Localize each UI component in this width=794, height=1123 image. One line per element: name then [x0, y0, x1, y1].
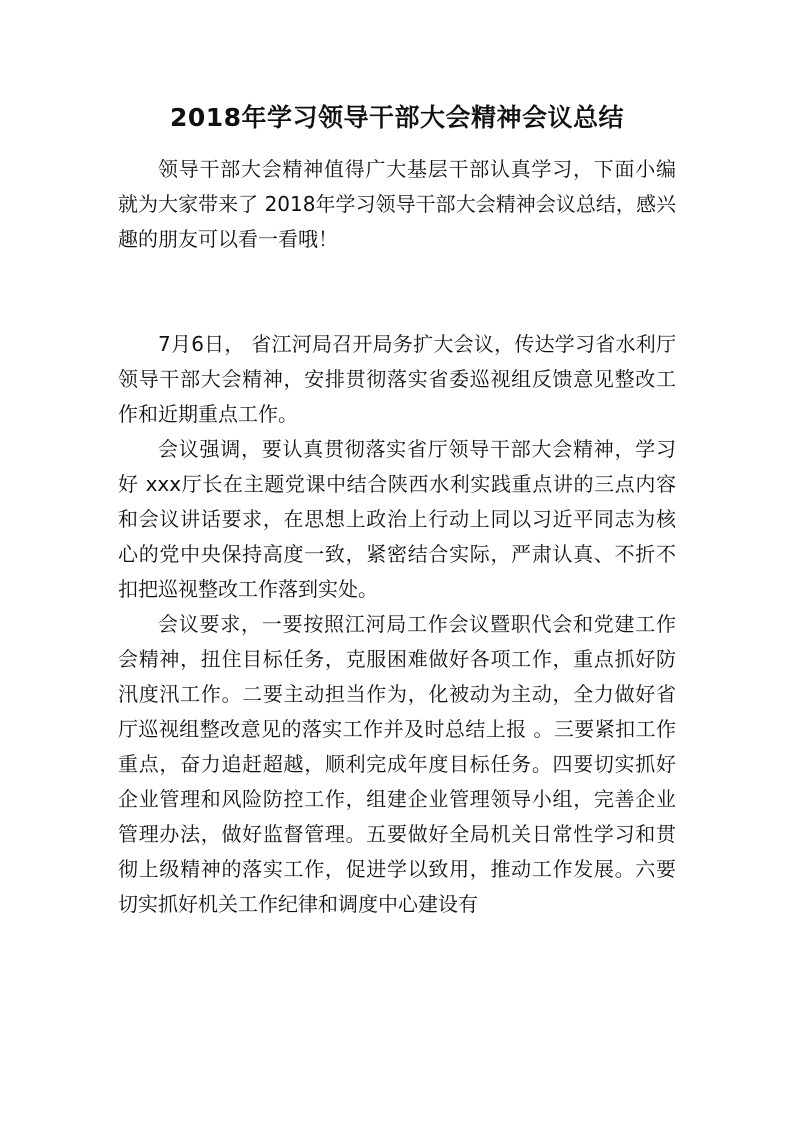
intro-paragraph: 领导干部大会精神值得广大基层干部认真学习，下面小编就为大家带来了 2018年学习领导干部大会精神会议总结，感兴趣的朋友可以看一看哦！ — [118, 157, 676, 251]
document-title: 2018年学习领导干部大会精神会议总结 — [169, 103, 625, 132]
body-paragraph-emphasis: 会议强调，要认真贯彻落实省厅领导干部大会精神，学习好 xxx厅长在主题党课中结合陕西水利实践重点讲的三点内容和会议讲话要求，在思想上政治上行动上同以习近平同志为核心的党中央保持高度一致，紧密结合实际，严肃认真、不折不扣把巡视整改工作落到实处。 — [118, 437, 676, 601]
body-paragraph-requirements: 会议要求，一要按照江河局工作会议暨职代会和党建工作会精神，扭住目标任务，克服困难做好各项工作，重点抓好防汛度汛工作。二要主动担当作为，化被动为主动，全力做好省厅巡视组整改意见的落实工作并及时总结上报 。三要紧扣工作重点，奋力追赶超越，顺利完成年度目标任务。四要切实抓好企业管理和风险防控工作，组建企业管理领导小组，完善企业管理办法，做好监督管理。五要做好全局机关日常性学习和贯彻上级精神的落实工作，促进学以致用，推动工作发展。六要切实抓好机关工作纪律和调度中心建设有 — [118, 612, 676, 916]
body-paragraph-meeting-date: 7月6日， 省江河局召开局务扩大会议，传达学习省水利厅领导干部大会精神，安排贯彻落实省委巡视组反馈意见整改工作和近期重点工作。 — [118, 332, 676, 426]
paragraph-gap — [118, 257, 676, 327]
